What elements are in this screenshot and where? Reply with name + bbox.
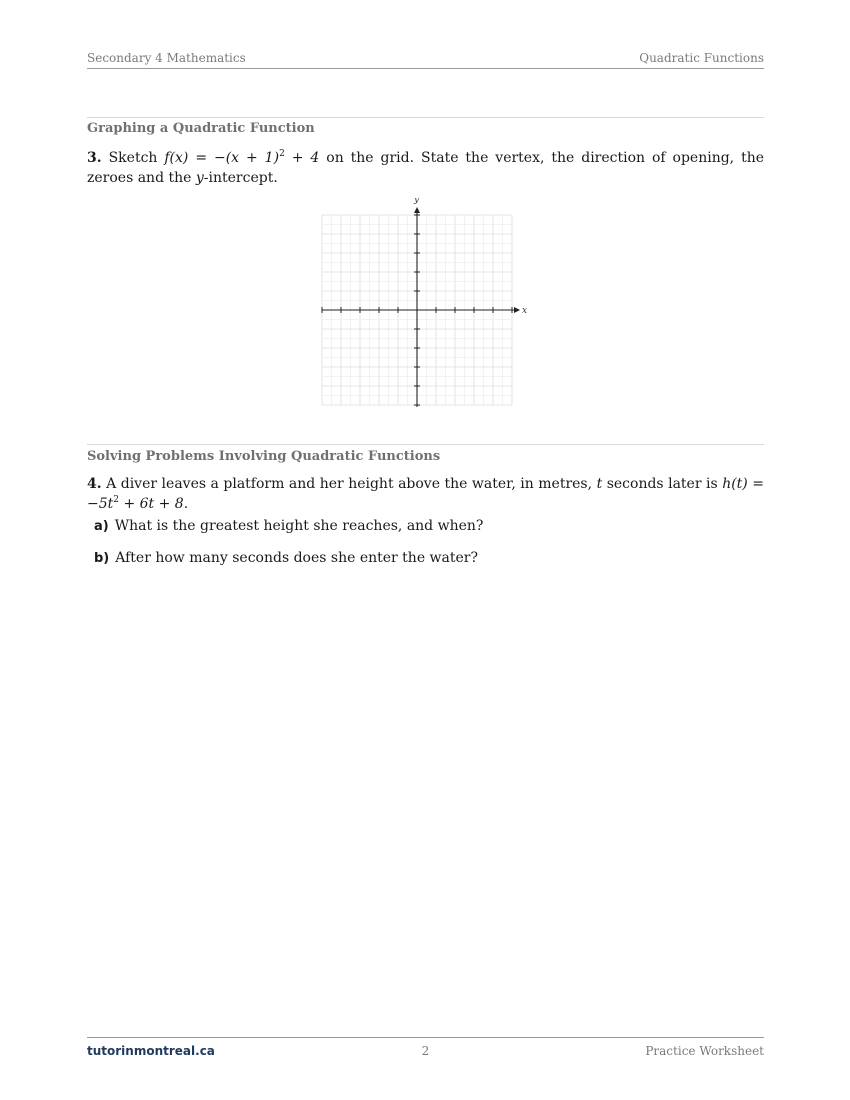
variable-y: y [195, 170, 204, 186]
exponent: 2 [113, 495, 119, 505]
header-topic-title: Quadratic Functions [639, 51, 764, 65]
section-divider [87, 444, 764, 445]
footer-site: tutorinmontreal.ca [87, 1044, 215, 1058]
function-expression: h(t) = −5t [87, 476, 764, 512]
x-axis-label: x [522, 306, 528, 316]
problem-4 [87, 474, 764, 514]
subpart-text: After how many seconds does she enter the water? [115, 550, 478, 566]
x-axis-arrow [514, 307, 520, 313]
section-divider [87, 117, 764, 118]
subpart-text: What is the greatest height she reaches, and when? [114, 518, 484, 534]
subpart-label: a) [94, 519, 109, 534]
problem-number: 4. [87, 476, 102, 492]
axes [322, 207, 520, 407]
problem-text: -intercept. [203, 170, 278, 186]
running-header [87, 51, 764, 69]
problem-text: on the grid. State the vertex, the direction of opening, the zeroes and the [87, 150, 765, 186]
subpart-b [94, 548, 478, 569]
subpart-label: b) [94, 551, 110, 566]
problem-number: 3. [87, 150, 102, 166]
footer-label: Practice Worksheet [645, 1044, 764, 1058]
function-expression-tail: + 4 [284, 150, 320, 166]
problem-text: seconds later is [602, 476, 723, 492]
function-expression: f(x) = −(x + 1) [164, 150, 280, 166]
variable-t: t [596, 476, 603, 492]
y-axis-arrow [414, 207, 420, 213]
function-expression-tail: + 6t + 8. [119, 496, 189, 512]
exponent: 2 [279, 149, 285, 159]
problem-3 [87, 148, 764, 188]
y-axis-label: y [414, 198, 420, 205]
problem-text: A diver leaves a platform and her height above the water, in metres, [106, 476, 597, 492]
subpart-a [94, 516, 483, 537]
page-footer [87, 1037, 764, 1062]
section-title-graphing: Graphing a Quadratic Function [87, 121, 315, 136]
grid-svg [312, 198, 534, 410]
problem-text: Sketch [108, 150, 165, 166]
section-title-problems: Solving Problems Involving Quadratic Functions [87, 449, 441, 464]
header-course-title: Secondary 4 Mathematics [87, 51, 246, 65]
coordinate-grid [312, 198, 534, 410]
page-number: 2 [421, 1044, 430, 1058]
